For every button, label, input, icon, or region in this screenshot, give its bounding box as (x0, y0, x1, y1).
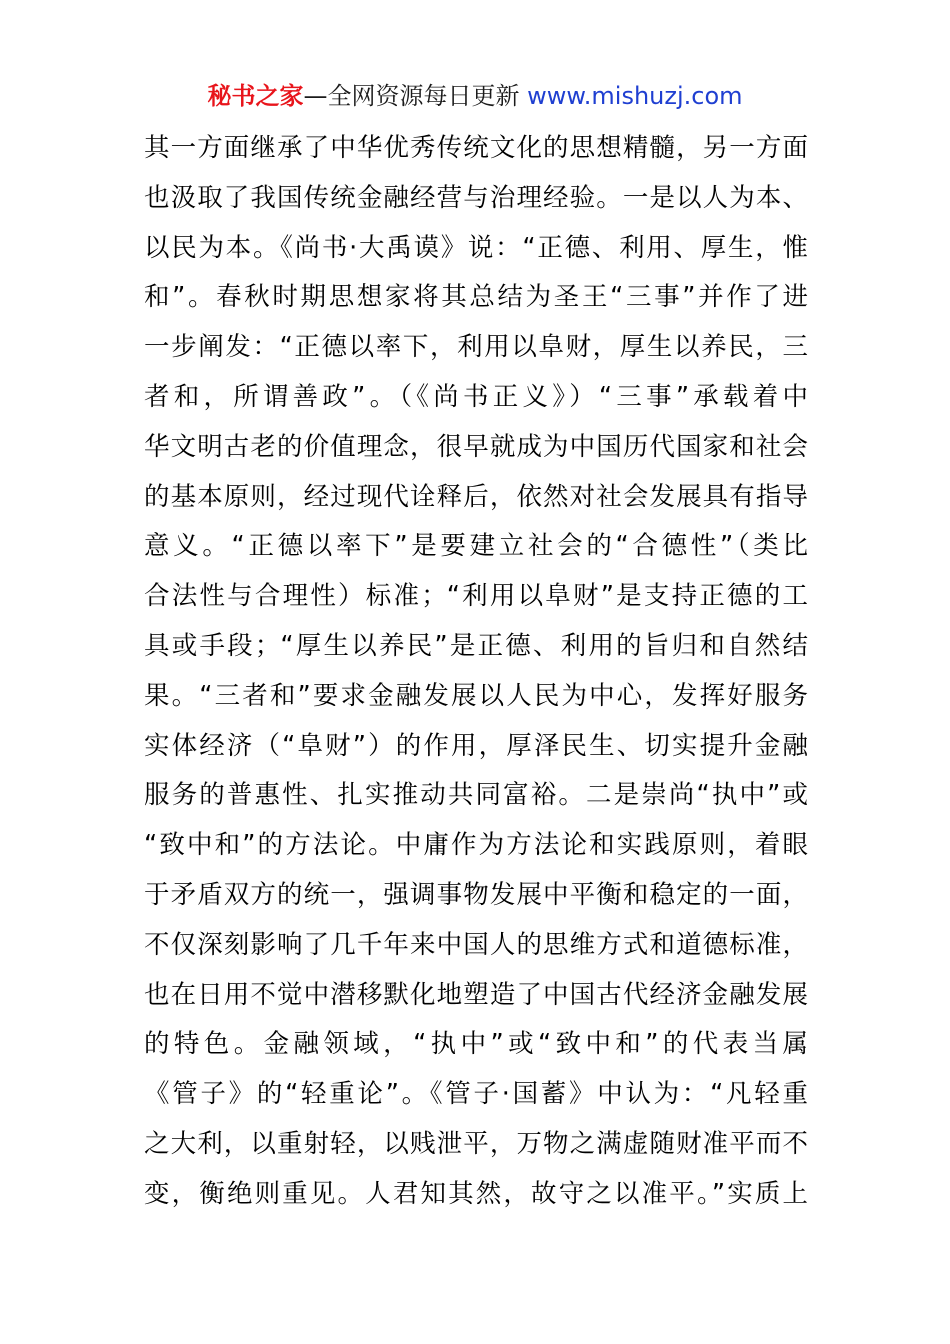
site-header (0, 80, 950, 112)
header-tagline: —全网资源每日更新 (303, 82, 528, 110)
text-line: 意义。“正德以率下”是要建立社会的“合德性”（类比 (144, 531, 808, 562)
text-line: 果。“三者和”要求金融发展以人民为中心，发挥好服务 (144, 680, 808, 711)
brand-name: 秘书之家 (207, 82, 304, 110)
text-line: 一步阐发：“正德以率下，利用以阜财，厚生以养民，三 (144, 332, 808, 363)
text-line: 具或手段；“厚生以养民”是正德、利用的旨归和自然结 (144, 630, 808, 661)
text-line: “致中和”的方法论。中庸作为方法论和实践原则，着眼 (144, 830, 808, 861)
text-line: 的特色。金融领域，“执中”或“致中和”的代表当属 (144, 1029, 808, 1060)
text-line: 华文明古老的价值理念，很早就成为中国历代国家和社会 (144, 431, 808, 462)
text-line: 的基本原则，经过现代诠释后，依然对社会发展具有指导 (144, 481, 808, 512)
text-line: 也在日用不觉中潜移默化地塑造了中国古代经济金融发展 (144, 979, 808, 1010)
text-line: 不仅深刻影响了几千年来中国人的思维方式和道德标准， (144, 929, 808, 960)
text-line: 也汲取了我国传统金融经营与治理经验。一是以人为本、 (144, 182, 808, 213)
site-url-link[interactable]: www.mishuzj.com (527, 82, 743, 110)
document-body (144, 124, 808, 1220)
text-line: 以民为本。《尚书·大禹谟》说：“正德、利用、厚生，惟 (144, 232, 808, 263)
text-line: 合法性与合理性）标准；“利用以阜财”是支持正德的工 (144, 581, 808, 612)
text-line: 和”。春秋时期思想家将其总结为圣王“三事”并作了进 (144, 282, 808, 313)
text-line: 其一方面继承了中华优秀传统文化的思想精髓，另一方面 (144, 133, 808, 163)
text-line: 于矛盾双方的统一，强调事物发展中平衡和稳定的一面， (144, 879, 808, 910)
text-line: 之大利，以重射轻，以贱泄平，万物之满虚随财准平而不 (144, 1128, 808, 1159)
text-line: 变，衡绝则重见。人君知其然，故守之以准平。”实质上 (144, 1178, 808, 1209)
text-line: 《管子》的“轻重论”。《管子·国蓄》中认为：“凡轻重 (144, 1079, 808, 1110)
text-line: 实体经济（“阜财”）的作用，厚泽民生、切实提升金融 (144, 730, 808, 761)
text-line: 服务的普惠性、扎实推动共同富裕。二是崇尚“执中”或 (144, 780, 808, 811)
text-line: 者和，所谓善政”。（《尚书正义》）“三事”承载着中 (144, 381, 808, 412)
